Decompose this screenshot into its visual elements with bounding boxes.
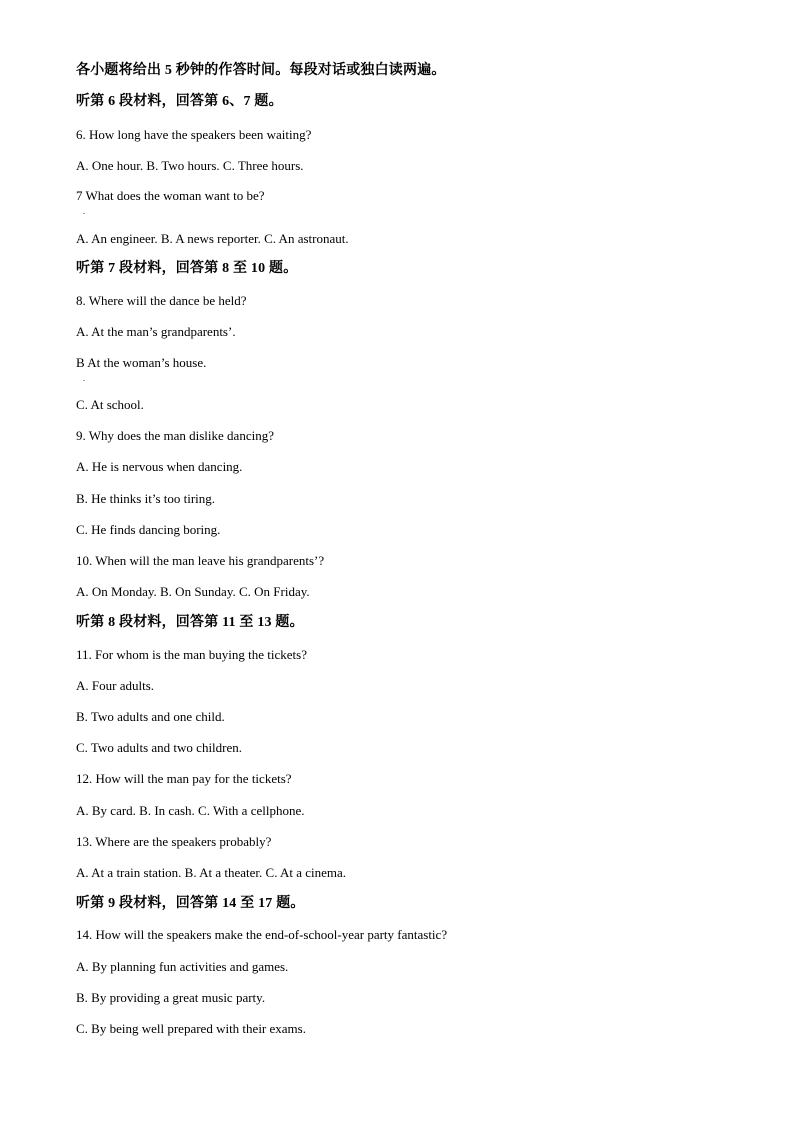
option-8c: C. At school.	[76, 397, 144, 412]
question-6: 6. How long have the speakers been waiting?	[76, 127, 312, 142]
option-11b: B. Two adults and one child.	[76, 709, 225, 724]
option-14c: C. By being well prepared with their exams.	[76, 1021, 306, 1036]
section-heading-8: 听第 8 段材料，回答第 11 至 13 题。	[76, 615, 304, 630]
section-heading-6: 听第 6 段材料，回答第 6、7 题。	[76, 94, 283, 109]
options-7: A. An engineer. B. A news reporter. C. An astronaut.	[76, 231, 349, 246]
options-13: A. At a train station. B. At a theater. C. At a cinema.	[76, 865, 347, 880]
question-7: 7 What does the woman want to be?	[76, 188, 265, 203]
options-12: A. By card. B. In cash. C. With a cellphone.	[76, 803, 305, 818]
question-12: 12. How will the man pay for the tickets?	[76, 771, 292, 786]
question-9: 9. Why does the man dislike dancing?	[76, 428, 274, 443]
option-8a: A. At the man’s grandparents’.	[76, 324, 236, 339]
question-13: 13. Where are the speakers probably?	[76, 834, 272, 849]
question-11: 11. For whom is the man buying the tickets?	[76, 647, 307, 662]
stray-dot: .	[83, 207, 85, 216]
instruction-text: 各小题将给出 5 秒钟的作答时间。每段对话或独白读两遍。	[76, 63, 446, 78]
option-11c: C. Two adults and two children.	[76, 740, 243, 755]
option-9c: C. He finds dancing boring.	[76, 522, 221, 537]
option-9a: A. He is nervous when dancing.	[76, 459, 243, 474]
option-9b: B. He thinks it’s too tiring.	[76, 491, 216, 506]
question-10: 10. When will the man leave his grandparents’?	[76, 553, 325, 568]
section-heading-9: 听第 9 段材料，回答第 14 至 17 题。	[76, 896, 305, 911]
question-14: 14. How will the speakers make the end-of-school-year party fantastic?	[76, 927, 448, 942]
stray-dot: .	[83, 374, 85, 383]
options-10: A. On Monday. B. On Sunday. C. On Friday.	[76, 584, 310, 599]
option-14b: B. By providing a great music party.	[76, 990, 266, 1005]
section-heading-7: 听第 7 段材料，回答第 8 至 10 题。	[76, 261, 298, 276]
question-8: 8. Where will the dance be held?	[76, 293, 247, 308]
option-14a: A. By planning fun activities and games.	[76, 959, 289, 974]
option-8b: B At the woman’s house.	[76, 355, 207, 370]
option-11a: A. Four adults.	[76, 678, 154, 693]
options-6: A. One hour. B. Two hours. C. Three hours.	[76, 158, 304, 173]
